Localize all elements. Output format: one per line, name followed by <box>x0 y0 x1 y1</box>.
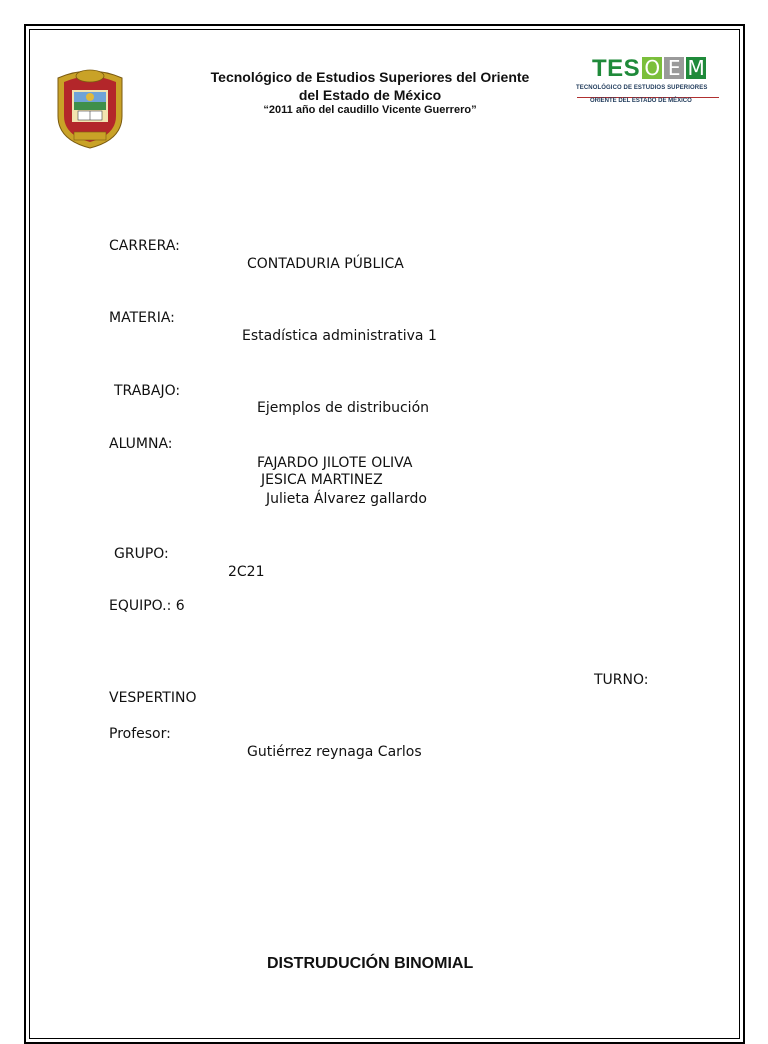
profesor-value: Gutiérrez reynaga Carlos <box>247 744 422 760</box>
materia-label: MATERIA: <box>109 310 175 326</box>
alumna-name-3: Julieta Álvarez gallardo <box>266 491 427 507</box>
equipo-line: EQUIPO.: 6 <box>109 598 185 614</box>
alumna-label: ALUMNA: <box>109 436 173 452</box>
institution-name-line2: del Estado de México <box>298 87 442 103</box>
logo-subtitle-2: ORIENTE DEL ESTADO DE MÉXICO <box>590 98 692 104</box>
trabajo-value: Ejemplos de distribución <box>257 400 430 416</box>
page-border-inner <box>29 29 740 1039</box>
coat-of-arms-emblem <box>52 66 128 150</box>
alumna-name-2: JESICA MARTINEZ <box>261 472 383 488</box>
turno-value: VESPERTINO <box>109 690 197 706</box>
logo-o-box: O <box>642 57 662 79</box>
tesoem-logo <box>592 57 706 81</box>
grupo-value: 2C21 <box>228 564 265 580</box>
carrera-label: CARRERA: <box>109 238 180 254</box>
section-title: DISTRUDUCIÓN BINOMIAL <box>267 955 474 972</box>
logo-m-box: M <box>687 56 705 80</box>
motto: “2011 año del caudillo Vicente Guerrero” <box>263 104 477 116</box>
logo-tes-text: TES <box>592 55 641 82</box>
logo-subtitle-1: TECNOLÓGICO DE ESTUDIOS SUPERIORES <box>576 85 708 91</box>
logo-e-box: E <box>664 57 684 79</box>
grupo-label: GRUPO: <box>114 546 169 562</box>
materia-value: Estadística administrativa 1 <box>242 328 437 344</box>
institution-name-line1: Tecnológico de Estudios Superiores del Oriente <box>210 69 530 85</box>
profesor-label: Profesor: <box>109 726 171 742</box>
trabajo-label: TRABAJO: <box>114 383 181 399</box>
alumna-name-1: FAJARDO JILOTE OLIVA <box>257 455 413 471</box>
carrera-value: CONTADURIA PÚBLICA <box>247 256 404 272</box>
turno-label: TURNO: <box>594 672 649 688</box>
